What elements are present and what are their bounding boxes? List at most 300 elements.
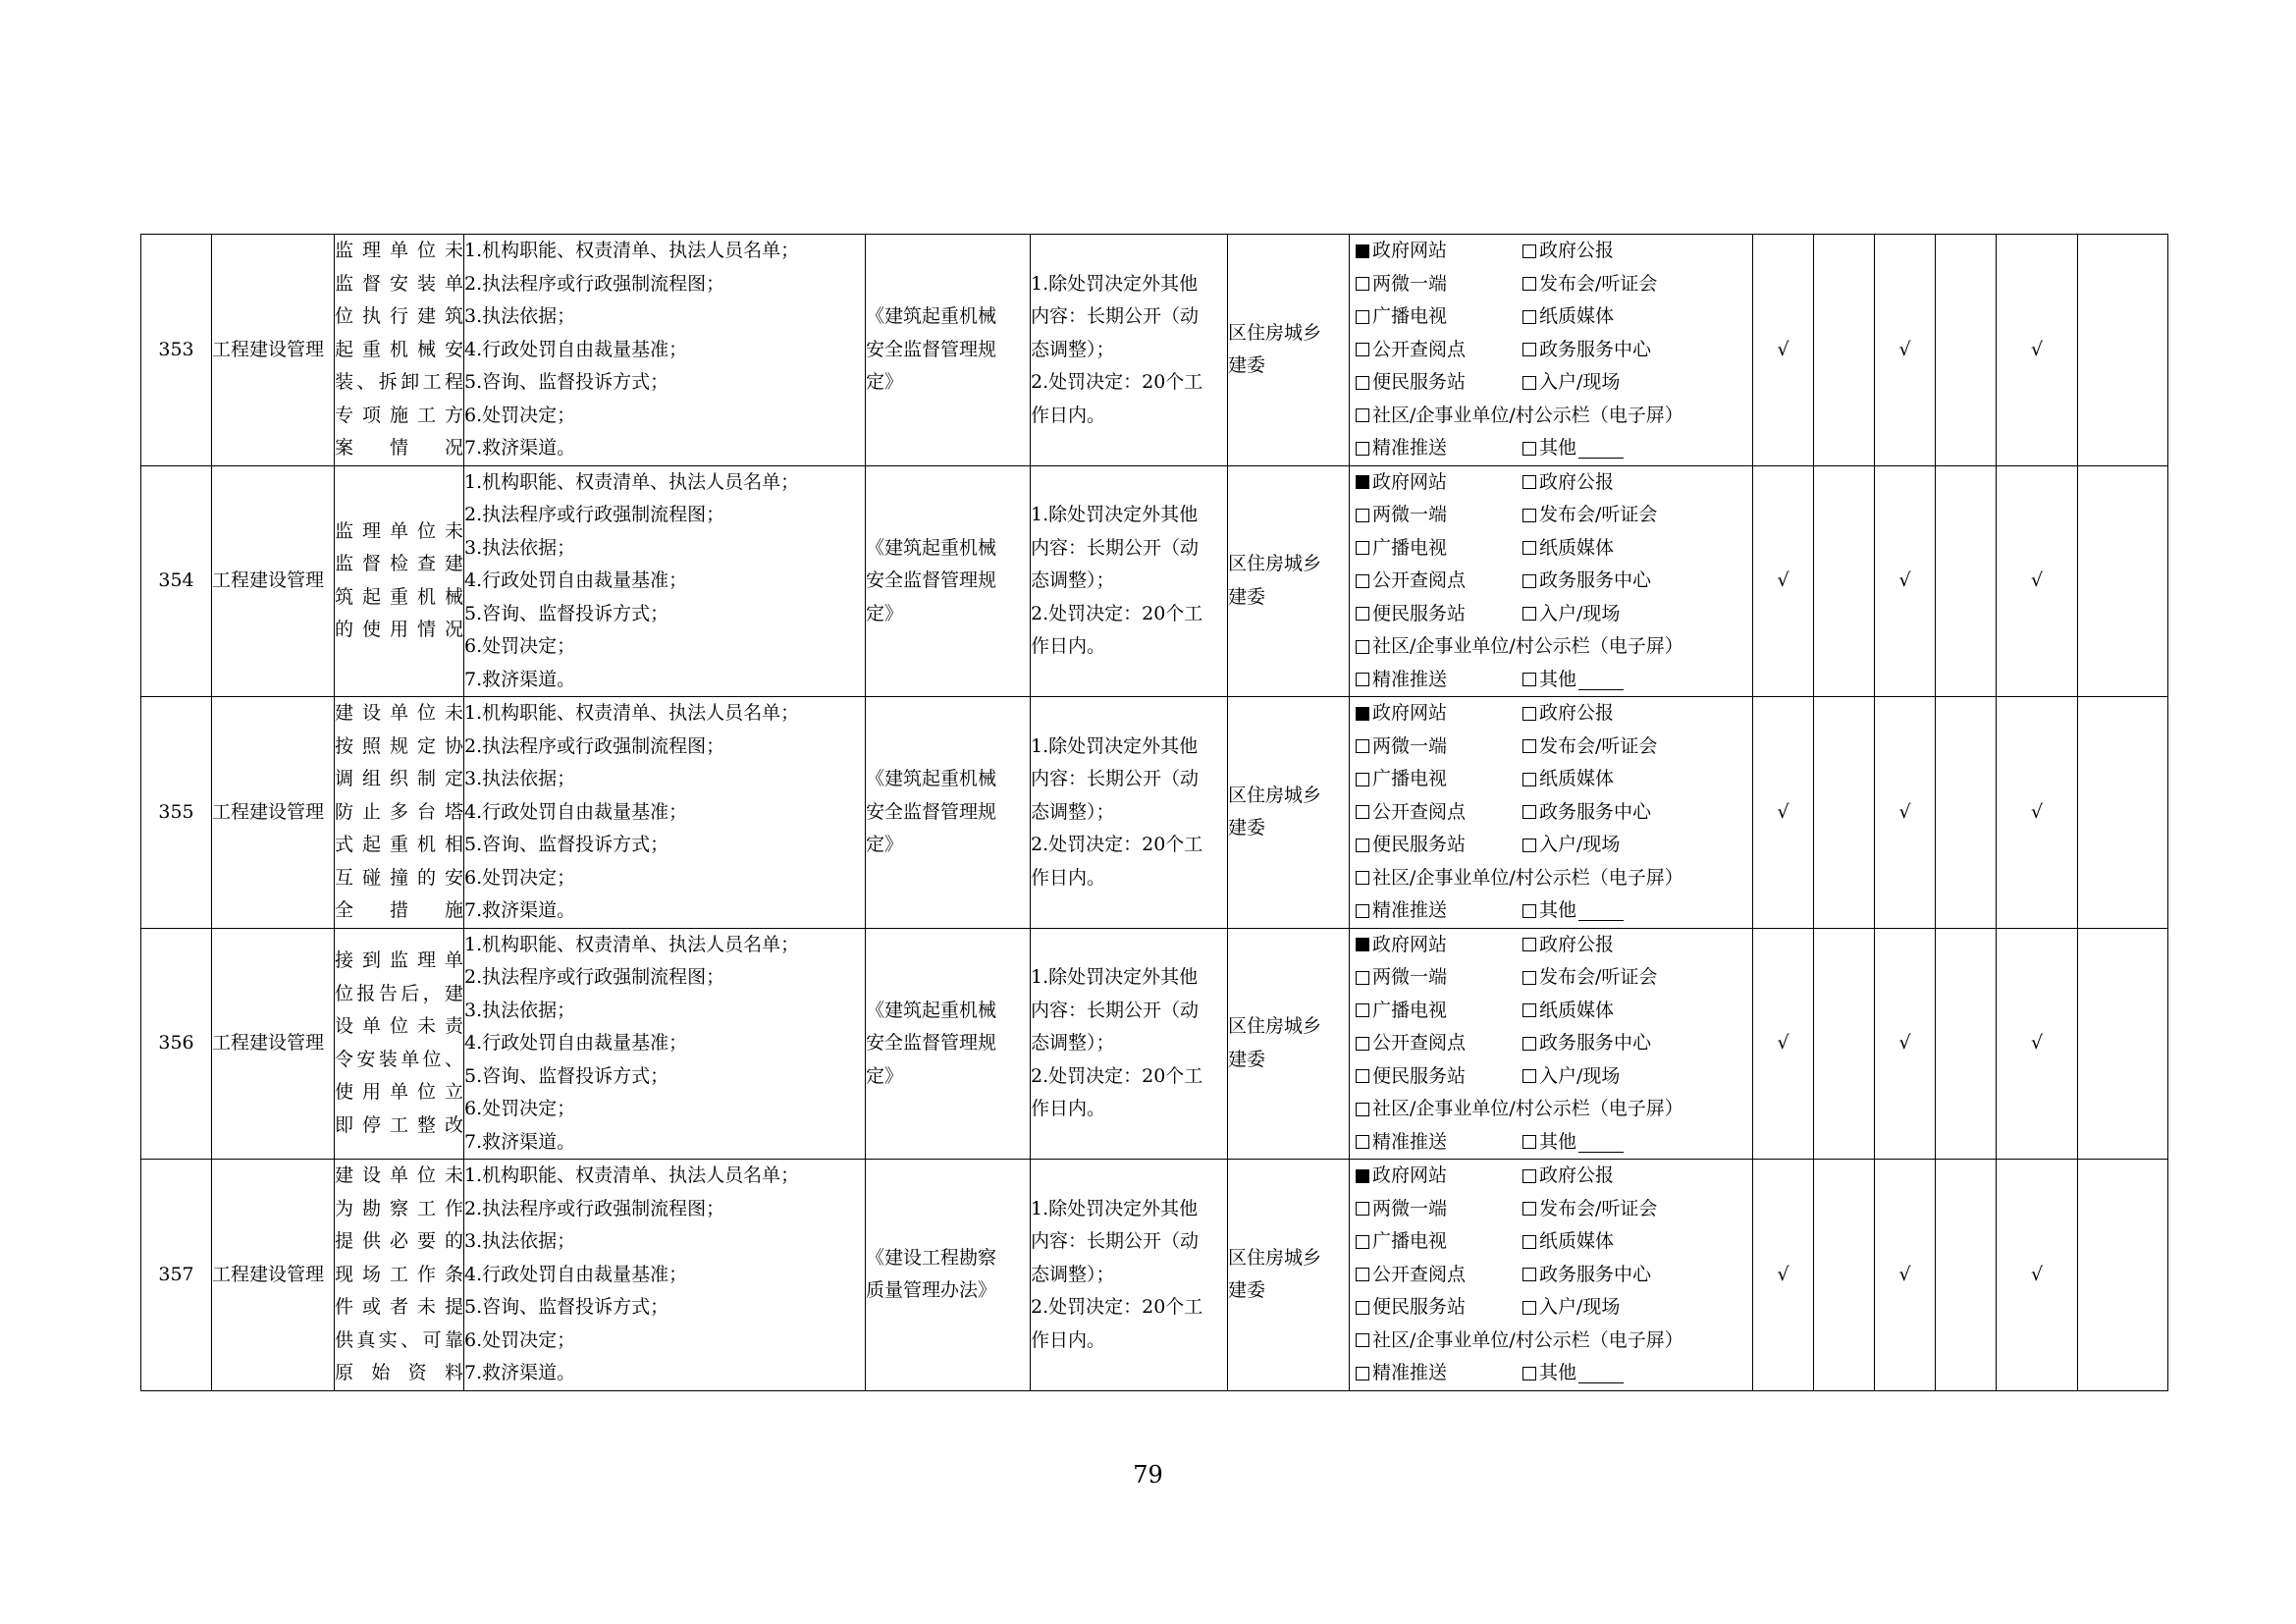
channel-label: 发布会/听证会 [1539,966,1658,988]
item-line: 调组织制定 [335,768,463,789]
basis-line: 《建筑起重机械 [866,999,997,1021]
checkbox-icon[interactable] [1356,1103,1369,1116]
checkbox-icon[interactable] [1522,277,1536,291]
checkbox-icon[interactable] [1522,1037,1536,1051]
content-line: 1.机构职能、权责清单、执法人员名单； [464,1164,800,1186]
empty-cell [1814,928,1875,1160]
period-line: 态调整）； [1031,1032,1115,1054]
empty-cell [1936,697,1997,929]
fill-blank [1578,438,1624,459]
channel-option[interactable] [1356,235,1522,268]
channel-option[interactable] [1356,829,1522,862]
item-line: 专项施工方 [335,404,463,426]
basis-cell [866,235,1031,466]
basis-line: 定》 [866,602,904,624]
channel-label: 政府网站 [1372,1164,1448,1186]
item-line: 令安装单位、 [335,1048,463,1070]
channel-label: 其他 [1539,437,1577,459]
channel-option[interactable] [1522,268,1746,301]
content-cell [464,235,866,466]
item-cell [335,697,464,929]
channel-option[interactable] [1356,598,1522,631]
item-line: 提供必要的 [335,1230,463,1252]
content-line: 3.执法依据； [464,536,576,559]
checkbox-icon[interactable] [1356,1235,1369,1249]
channel-label: 便民服务站 [1372,1064,1467,1087]
check-mark: √ [1997,697,2078,929]
checkbox-icon[interactable] [1522,509,1536,522]
checked-box-icon[interactable] [1356,707,1369,721]
page-number: 79 [1133,1461,1163,1489]
channel-option[interactable] [1356,400,1746,433]
channel-label: 社区/企事业单位/村公示栏（电子屏） [1372,1328,1683,1351]
item-line: 设单位未责 [335,1015,463,1038]
table-row [141,928,2168,1160]
channel-label: 其他 [1539,899,1577,921]
checkbox-icon[interactable] [1356,739,1369,753]
check-mark: √ [1875,697,1936,929]
department-line: 区住房城乡 [1228,321,1322,344]
channel-option[interactable] [1522,1060,1746,1094]
check-mark: √ [1753,235,1814,466]
channel-label: 入户/现场 [1539,834,1621,855]
department-line: 建委 [1228,1048,1266,1070]
channel-option[interactable] [1356,300,1522,334]
checkbox-icon[interactable] [1356,1367,1369,1380]
channel-option[interactable] [1356,466,1522,500]
department-line: 建委 [1228,354,1266,377]
period-cell [1031,235,1228,466]
content-line: 2.执法程序或行政强制流程图； [464,966,725,988]
channel-option[interactable] [1356,1126,1522,1160]
checked-box-icon[interactable] [1356,1169,1369,1183]
channel-option[interactable] [1356,565,1522,598]
empty-cell [2078,235,2168,466]
channel-label: 其他 [1539,668,1577,690]
period-line: 态调整）； [1031,1263,1115,1285]
item-line: 使用单位立 [335,1081,463,1104]
item-line: 互碰撞的安 [335,866,463,889]
channel-option[interactable] [1522,334,1746,367]
empty-cell [2078,465,2168,697]
checkbox-icon[interactable] [1522,1367,1536,1380]
channel-label: 政务服务中心 [1539,800,1652,823]
channel-option[interactable] [1522,995,1746,1028]
disclosure-table [140,234,2168,1391]
checkbox-icon[interactable] [1522,574,1536,588]
channel-option[interactable] [1356,929,1522,962]
content-line: 6.处罚决定； [464,635,576,657]
channel-option[interactable] [1522,1357,1746,1390]
channel-label: 便民服务站 [1372,834,1467,855]
channel-label: 纸质媒体 [1539,768,1615,789]
item-cell [335,1160,464,1391]
checkbox-icon[interactable] [1522,343,1536,356]
basis-line: 定》 [866,371,904,393]
empty-cell [1814,465,1875,697]
basis-cell [866,928,1031,1160]
channel-option[interactable] [1522,961,1746,995]
channel-grid [1350,235,1752,465]
checkbox-icon[interactable] [1356,442,1369,456]
channel-option[interactable] [1522,235,1746,268]
checkbox-icon[interactable] [1356,640,1369,654]
channel-option[interactable] [1522,366,1746,400]
channel-label: 广播电视 [1372,536,1448,559]
checkbox-icon[interactable] [1522,541,1536,555]
checkbox-icon[interactable] [1356,805,1369,819]
channel-label: 公开查阅点 [1372,800,1467,823]
channel-option[interactable] [1356,1027,1522,1060]
channels-cell [1350,465,1753,697]
channel-label: 公开查阅点 [1372,569,1467,591]
channel-option[interactable] [1522,1225,1746,1259]
checkbox-icon[interactable] [1522,607,1536,621]
check-mark: √ [1875,1160,1936,1391]
channel-label: 政务服务中心 [1539,1263,1652,1285]
channel-option[interactable] [1356,763,1522,796]
channel-label: 社区/企事业单位/村公示栏（电子屏） [1372,404,1683,426]
channel-option[interactable] [1522,664,1746,697]
checkbox-icon[interactable] [1522,1202,1536,1216]
row-number: 355 [141,697,212,929]
checkbox-icon[interactable] [1522,244,1536,258]
basis-line: 《建筑起重机械 [866,536,997,559]
channel-option[interactable] [1522,731,1746,764]
department-line: 区住房城乡 [1228,784,1322,806]
channel-option[interactable] [1356,1259,1522,1292]
channel-label: 精准推送 [1372,668,1448,690]
channel-option[interactable] [1356,1060,1522,1094]
checkbox-icon[interactable] [1356,1202,1369,1216]
channel-option[interactable] [1522,929,1746,962]
content-line: 5.咨询、监督投诉方式； [464,834,669,855]
channel-option[interactable] [1356,1193,1522,1226]
period-line: 2.处罚决定：20个工 [1031,1064,1203,1087]
check-mark: √ [1997,235,2078,466]
checkbox-icon[interactable] [1522,376,1536,390]
department-line: 建委 [1228,585,1266,608]
checkbox-icon[interactable] [1356,509,1369,522]
checkbox-icon[interactable] [1522,1003,1536,1017]
checkbox-icon[interactable] [1356,408,1369,422]
empty-cell [1814,235,1875,466]
checkbox-icon[interactable] [1356,1333,1369,1347]
check-mark: √ [1875,235,1936,466]
content-line: 4.行政处罚自由裁量基准； [464,1032,688,1054]
category-cell: 工程建设管理 [212,697,335,929]
check-mark: √ [1753,1160,1814,1391]
channel-option[interactable] [1356,1357,1522,1390]
checkbox-icon[interactable] [1356,904,1369,918]
checkbox-icon[interactable] [1356,871,1369,885]
basis-line: 《建设工程勘察 [866,1246,997,1269]
empty-cell [2078,1160,2168,1391]
item-line: 的使用情况 [335,619,463,641]
department-cell [1228,1160,1350,1391]
check-mark: √ [1875,928,1936,1160]
checkbox-icon[interactable] [1356,1135,1369,1149]
channel-option[interactable] [1356,697,1522,731]
content-cell [464,697,866,929]
checkbox-icon[interactable] [1522,805,1536,819]
channel-label: 发布会/听证会 [1539,734,1658,757]
item-line: 件或者未提 [335,1296,463,1318]
basis-line: 《建筑起重机械 [866,305,997,327]
channel-option[interactable] [1356,995,1522,1028]
checkbox-icon[interactable] [1356,574,1369,588]
channel-label: 政务服务中心 [1539,338,1652,360]
checkbox-icon[interactable] [1356,277,1369,291]
period-line: 内容：长期公开（动 [1031,305,1200,327]
channel-option[interactable] [1522,532,1746,566]
checkbox-icon[interactable] [1522,904,1536,918]
channel-option[interactable] [1356,432,1522,465]
fill-blank [1578,1363,1624,1383]
content-line: 2.执法程序或行政强制流程图； [464,1197,725,1219]
channel-label: 精准推送 [1372,1362,1448,1383]
content-line: 4.行政处罚自由裁量基准； [464,1263,688,1285]
channel-label: 广播电视 [1372,1230,1448,1252]
department-line: 区住房城乡 [1228,1246,1322,1269]
channel-option[interactable] [1356,1291,1522,1325]
channel-label: 两微一端 [1372,272,1448,295]
channels-cell [1350,697,1753,929]
channel-option[interactable] [1356,499,1522,532]
content-line: 4.行政处罚自由裁量基准； [464,338,688,360]
channel-grid [1350,697,1752,928]
checkbox-icon[interactable] [1356,673,1369,686]
channel-option[interactable] [1522,1291,1746,1325]
checkbox-icon[interactable] [1356,1301,1369,1315]
channel-option[interactable] [1522,598,1746,631]
channel-label: 政府公报 [1539,702,1615,724]
check-mark: √ [1753,697,1814,929]
content-line: 7.救济渠道。 [464,437,576,459]
checkbox-icon[interactable] [1356,1069,1369,1083]
channel-option[interactable] [1356,664,1522,697]
period-line: 作日内。 [1031,1098,1106,1119]
checkbox-icon[interactable] [1522,310,1536,324]
category-cell: 工程建设管理 [212,928,335,1160]
channel-label: 精准推送 [1372,899,1448,921]
channel-option[interactable] [1356,731,1522,764]
channel-label: 入户/现场 [1539,1064,1621,1087]
basis-cell [866,697,1031,929]
channel-label: 政府公报 [1539,240,1615,261]
basis-line: 安全监督管理规 [866,1032,997,1054]
item-line: 现场工作条 [335,1263,463,1285]
check-mark: √ [1875,465,1936,697]
checkbox-icon[interactable] [1522,739,1536,753]
basis-line: 安全监督管理规 [866,800,997,823]
checkbox-icon[interactable] [1356,1003,1369,1017]
checked-box-icon[interactable] [1356,938,1369,951]
checkbox-icon[interactable] [1522,1235,1536,1249]
channel-option[interactable] [1356,334,1522,367]
channel-label: 政务服务中心 [1539,1032,1652,1054]
item-cell [335,235,464,466]
period-line: 内容：长期公开（动 [1031,999,1200,1021]
checkbox-icon[interactable] [1522,1069,1536,1083]
channel-label: 社区/企事业单位/村公示栏（电子屏） [1372,1098,1683,1119]
department-cell [1228,697,1350,929]
item-line: 为勘察工作 [335,1197,463,1219]
checkbox-icon[interactable] [1522,1268,1536,1281]
channel-label: 精准推送 [1372,437,1448,459]
content-line: 2.执法程序或行政强制流程图； [464,504,725,525]
period-line: 2.处罚决定：20个工 [1031,834,1203,855]
checkbox-icon[interactable] [1356,1268,1369,1281]
channel-option[interactable] [1522,829,1746,862]
check-mark: √ [1997,928,2078,1160]
period-line: 1.除处罚决定外其他 [1031,272,1199,295]
content-line: 3.执法依据； [464,768,576,789]
period-line: 内容：长期公开（动 [1031,768,1200,789]
channel-option[interactable] [1356,1093,1746,1126]
channel-option[interactable] [1522,697,1746,731]
checkbox-icon[interactable] [1356,773,1369,786]
channel-option[interactable] [1356,796,1522,830]
item-line: 监督安装单 [335,272,463,295]
channel-label: 入户/现场 [1539,602,1621,624]
channel-grid [1350,929,1752,1160]
channel-option[interactable] [1522,1126,1746,1160]
content-line: 6.处罚决定； [464,404,576,426]
item-line: 建设单位未 [335,1164,463,1186]
channel-option[interactable] [1522,763,1746,796]
checkbox-icon[interactable] [1356,1037,1369,1051]
empty-cell [1814,697,1875,929]
channel-option[interactable] [1522,300,1746,334]
checkbox-icon[interactable] [1356,971,1369,985]
period-line: 2.处罚决定：20个工 [1031,371,1203,393]
row-number: 354 [141,465,212,697]
checked-box-icon[interactable] [1356,244,1369,258]
period-line: 1.除处罚决定外其他 [1031,504,1199,525]
checkbox-icon[interactable] [1522,773,1536,786]
period-line: 1.除处罚决定外其他 [1031,966,1199,988]
channels-cell [1350,928,1753,1160]
channel-label: 发布会/听证会 [1539,1197,1658,1219]
channel-option[interactable] [1356,1325,1746,1358]
channel-option[interactable] [1522,1027,1746,1060]
period-line: 2.处罚决定：20个工 [1031,1296,1203,1318]
checkbox-icon[interactable] [1356,839,1369,852]
channel-label: 两微一端 [1372,1197,1448,1219]
period-line: 内容：长期公开（动 [1031,536,1200,559]
checkbox-icon[interactable] [1356,541,1369,555]
empty-cell [1936,465,1997,697]
channel-label: 两微一端 [1372,504,1448,525]
checkbox-icon[interactable] [1522,673,1536,686]
channel-label: 其他 [1539,1362,1577,1383]
period-line: 作日内。 [1031,1328,1106,1351]
fill-blank [1578,900,1624,921]
period-line: 作日内。 [1031,404,1106,426]
channel-label: 纸质媒体 [1539,536,1615,559]
channel-option[interactable] [1356,961,1522,995]
checkbox-icon[interactable] [1522,1301,1536,1315]
item-line: 监理单位未 [335,240,463,261]
checkbox-icon[interactable] [1356,310,1369,324]
checkbox-icon[interactable] [1356,343,1369,356]
checkbox-icon[interactable] [1522,475,1536,489]
check-mark: √ [1753,928,1814,1160]
empty-cell [1936,928,1997,1160]
period-line: 1.除处罚决定外其他 [1031,734,1199,757]
channel-option[interactable] [1522,796,1746,830]
channel-option[interactable] [1522,1193,1746,1226]
channel-option[interactable] [1522,466,1746,500]
content-line: 5.咨询、监督投诉方式； [464,1296,669,1318]
checkbox-icon[interactable] [1356,376,1369,390]
content-line: 5.咨询、监督投诉方式； [464,371,669,393]
item-line: 建设单位未 [335,702,463,724]
channel-label: 政府网站 [1372,933,1448,955]
channel-option[interactable] [1356,630,1746,664]
channel-label: 社区/企事业单位/村公示栏（电子屏） [1372,866,1683,889]
checkbox-icon[interactable] [1522,1135,1536,1149]
checkbox-icon[interactable] [1522,839,1536,852]
channel-option[interactable] [1522,432,1746,465]
content-line: 7.救济渠道。 [464,668,576,690]
item-line: 原始资料 [335,1362,463,1383]
department-cell [1228,465,1350,697]
channel-label: 两微一端 [1372,734,1448,757]
checked-box-icon[interactable] [1356,475,1369,489]
channel-option[interactable] [1356,1225,1522,1259]
empty-cell [2078,697,2168,929]
category-cell: 工程建设管理 [212,235,335,466]
channel-label: 公开查阅点 [1372,1263,1467,1285]
period-line: 态调整）； [1031,338,1115,360]
channel-option[interactable] [1356,894,1522,928]
channel-option[interactable] [1356,532,1522,566]
channel-label: 广播电视 [1372,999,1448,1021]
empty-cell [1814,1160,1875,1391]
channel-option[interactable] [1522,565,1746,598]
channel-label: 社区/企事业单位/村公示栏（电子屏） [1372,635,1683,657]
channel-option[interactable] [1356,268,1522,301]
channel-option[interactable] [1522,1259,1746,1292]
checkbox-icon[interactable] [1522,938,1536,951]
channels-cell [1350,1160,1753,1391]
content-line: 2.执法程序或行政强制流程图； [464,272,725,295]
item-line: 按照规定协 [335,734,463,757]
channel-option[interactable] [1522,499,1746,532]
content-line: 7.救济渠道。 [464,899,576,921]
checkbox-icon[interactable] [1522,971,1536,985]
item-line: 起重机械安 [335,338,463,360]
item-line: 装、拆卸工程 [335,371,463,393]
channel-option[interactable] [1356,862,1746,895]
channel-option[interactable] [1356,1160,1522,1193]
channel-label: 发布会/听证会 [1539,272,1658,295]
fill-blank [1578,1132,1624,1153]
checkbox-icon[interactable] [1522,1169,1536,1183]
channel-label: 入户/现场 [1539,371,1621,393]
item-line: 即停工整改 [335,1113,463,1136]
channel-option[interactable] [1356,366,1522,400]
basis-cell [866,465,1031,697]
content-cell [464,928,866,1160]
checkbox-icon[interactable] [1356,607,1369,621]
channel-option[interactable] [1522,1160,1746,1193]
checkbox-icon[interactable] [1522,442,1536,456]
channel-option[interactable] [1522,894,1746,928]
checkbox-icon[interactable] [1522,707,1536,721]
